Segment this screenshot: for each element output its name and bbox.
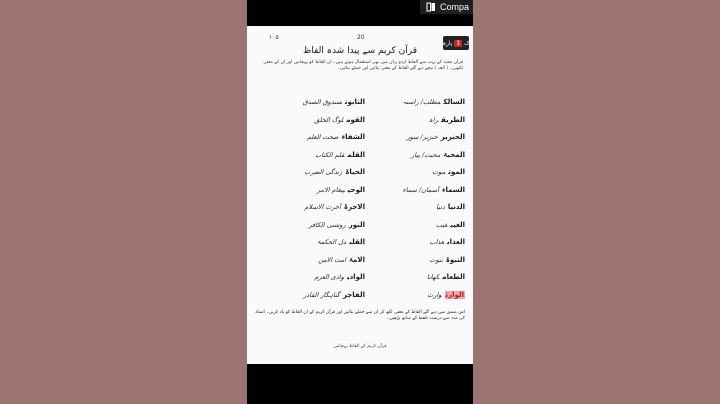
vocab-right-cell	[436, 221, 465, 229]
vocab-word: الطریق	[441, 115, 465, 124]
vocab-row	[247, 273, 473, 289]
vocab-meaning: امت الامن	[318, 255, 346, 264]
vocab-word: الموت	[448, 168, 465, 176]
vocab-meaning: مطلب/ راستہ	[402, 98, 441, 106]
badge-number: 1	[456, 39, 461, 47]
vocab-meaning: خنزیر/ سور	[406, 133, 438, 141]
vocab-word: الغیب	[450, 220, 465, 229]
vocab-meaning: صحت العلم	[307, 133, 339, 141]
page-footer: قرآن کریم کے الفاظ پہچانیں	[333, 344, 387, 349]
vocab-word: النبوۃ	[445, 255, 465, 264]
header-left: ١٠٥	[269, 34, 279, 41]
vocab-meaning: روشنی الکافر	[308, 220, 346, 229]
compare-label: Compa	[440, 2, 470, 12]
vocab-left-cell	[314, 273, 365, 281]
vocab-word: المحبۃ	[443, 150, 465, 159]
vocab-left-cell	[304, 168, 365, 176]
vocab-word: الحیاۃ	[345, 168, 365, 176]
page-title: قرآن کریم سے پیدا شدہ الفاظ	[302, 46, 418, 56]
vocab-right-cell	[407, 133, 465, 141]
vocab-meaning: وارث	[427, 290, 442, 299]
vocab-meaning: آسمان/ سماء	[402, 185, 439, 194]
vocab-left-cell	[317, 186, 365, 194]
badge-prefix: پارہ	[442, 39, 453, 47]
vocab-row	[247, 116, 473, 132]
vocab-meaning: وادی العزم	[314, 273, 344, 281]
vocab-word: التابوت	[344, 98, 365, 106]
vocab-right-cell	[427, 273, 465, 281]
vocab-right-cell	[429, 238, 465, 246]
intro-text: قرآن مجید کے بہت سے الفاظ اردو زبان میں بھی استعمال ہوتے ہیں۔ ان الفاظ کو پہچانیں اور ان کے معنی لکھیں۔ ( الف ) نیچے دیے گئے الفاظ کے معنی بتائیں اور جملے بنائیں۔	[263, 60, 463, 71]
vocab-right-cell	[427, 291, 465, 299]
vocab-row	[247, 238, 473, 254]
vocab-word: السالک	[443, 98, 465, 106]
vocab-meaning: موت	[432, 168, 446, 176]
vocab-left-cell	[304, 203, 365, 211]
vocab-left-cell	[303, 291, 365, 299]
vocab-row	[247, 186, 473, 202]
vocab-row	[247, 151, 473, 167]
vocab-word: الدنیا	[447, 203, 465, 211]
vocab-meaning: دل الحکمۃ	[316, 238, 347, 246]
vocab-word: الاخرۃ	[343, 203, 365, 211]
vocab-meaning: لوگ الخلق	[314, 115, 344, 124]
badge-suffix: ک	[464, 39, 470, 47]
vocab-meaning: آخرت الاسلام	[304, 203, 341, 211]
compare-icon	[426, 2, 436, 12]
vocab-left-cell	[315, 151, 365, 159]
vocab-word: الطعام	[442, 273, 465, 281]
vocab-row	[247, 221, 473, 237]
vocab-word: القوم	[346, 115, 365, 124]
vocab-right-cell	[403, 186, 465, 194]
vocab-word: السماء	[441, 185, 465, 194]
vocab-word: الوارث	[445, 290, 464, 299]
vocab-right-cell	[436, 203, 465, 211]
vocab-meaning: غیب	[435, 220, 448, 229]
vocab-row	[247, 98, 473, 114]
vocab-meaning: قلم الکتاب	[315, 150, 345, 159]
vocab-meaning: کھانا	[426, 273, 440, 281]
vocab-meaning: گناہگار القادر	[303, 290, 340, 299]
textbook-page	[247, 26, 473, 364]
vocab-row	[247, 256, 473, 272]
vocab-left-cell	[314, 116, 365, 124]
vocab-left-cell	[308, 221, 365, 229]
vocab-meaning: راہ	[428, 115, 439, 124]
vocab-word: الشفاء	[341, 133, 365, 141]
vocab-meaning: نبوت	[429, 255, 443, 264]
vocab-left-cell	[318, 256, 365, 264]
vocab-left-cell	[303, 98, 365, 106]
vocab-right-cell	[432, 168, 465, 176]
footnote: اس مشق میں دیے گئے الفاظ کے معنی لکھ کر ان سے جملے بنائیں اور قرآن کریم کے ان الفاظ کو یاد کریں۔ استاد کی مدد سے درست تلفظ کے ساتھ پڑھیں۔	[255, 310, 465, 321]
vocab-word: القلم	[347, 150, 365, 159]
vocab-left-cell	[317, 238, 365, 246]
vocab-word: الحنزیر	[440, 133, 465, 141]
vocab-word: الوادی	[346, 273, 365, 281]
vocab-row	[247, 203, 473, 219]
vocab-word: الفاجر	[342, 290, 365, 299]
vocab-word: العذاب	[446, 238, 465, 246]
compare-button[interactable]	[420, 0, 473, 14]
vocab-word: النور	[348, 220, 365, 229]
vocab-meaning: پیغام الامر	[316, 185, 345, 194]
vocab-meaning: زندگی الضرب	[304, 168, 343, 176]
vocab-left-cell	[307, 133, 365, 141]
vocab-right-cell	[402, 98, 465, 106]
vocab-right-cell	[430, 256, 465, 264]
vocab-meaning: دنیا	[436, 203, 445, 211]
vocab-row	[247, 168, 473, 184]
vocab-row	[247, 133, 473, 149]
vocab-right-cell	[411, 151, 465, 159]
vocab-row	[247, 291, 473, 307]
vocab-word: القلب	[349, 238, 365, 246]
vocab-meaning: محبت/ پیار	[411, 150, 441, 159]
page-number: 20	[357, 34, 365, 41]
vocab-word: الوحی	[347, 185, 365, 194]
vocab-word: الامۃ	[348, 255, 365, 264]
vocab-meaning: عذاب	[429, 238, 444, 246]
vocab-meaning: صندوق الصدق	[302, 98, 342, 106]
vocab-right-cell	[429, 116, 465, 124]
